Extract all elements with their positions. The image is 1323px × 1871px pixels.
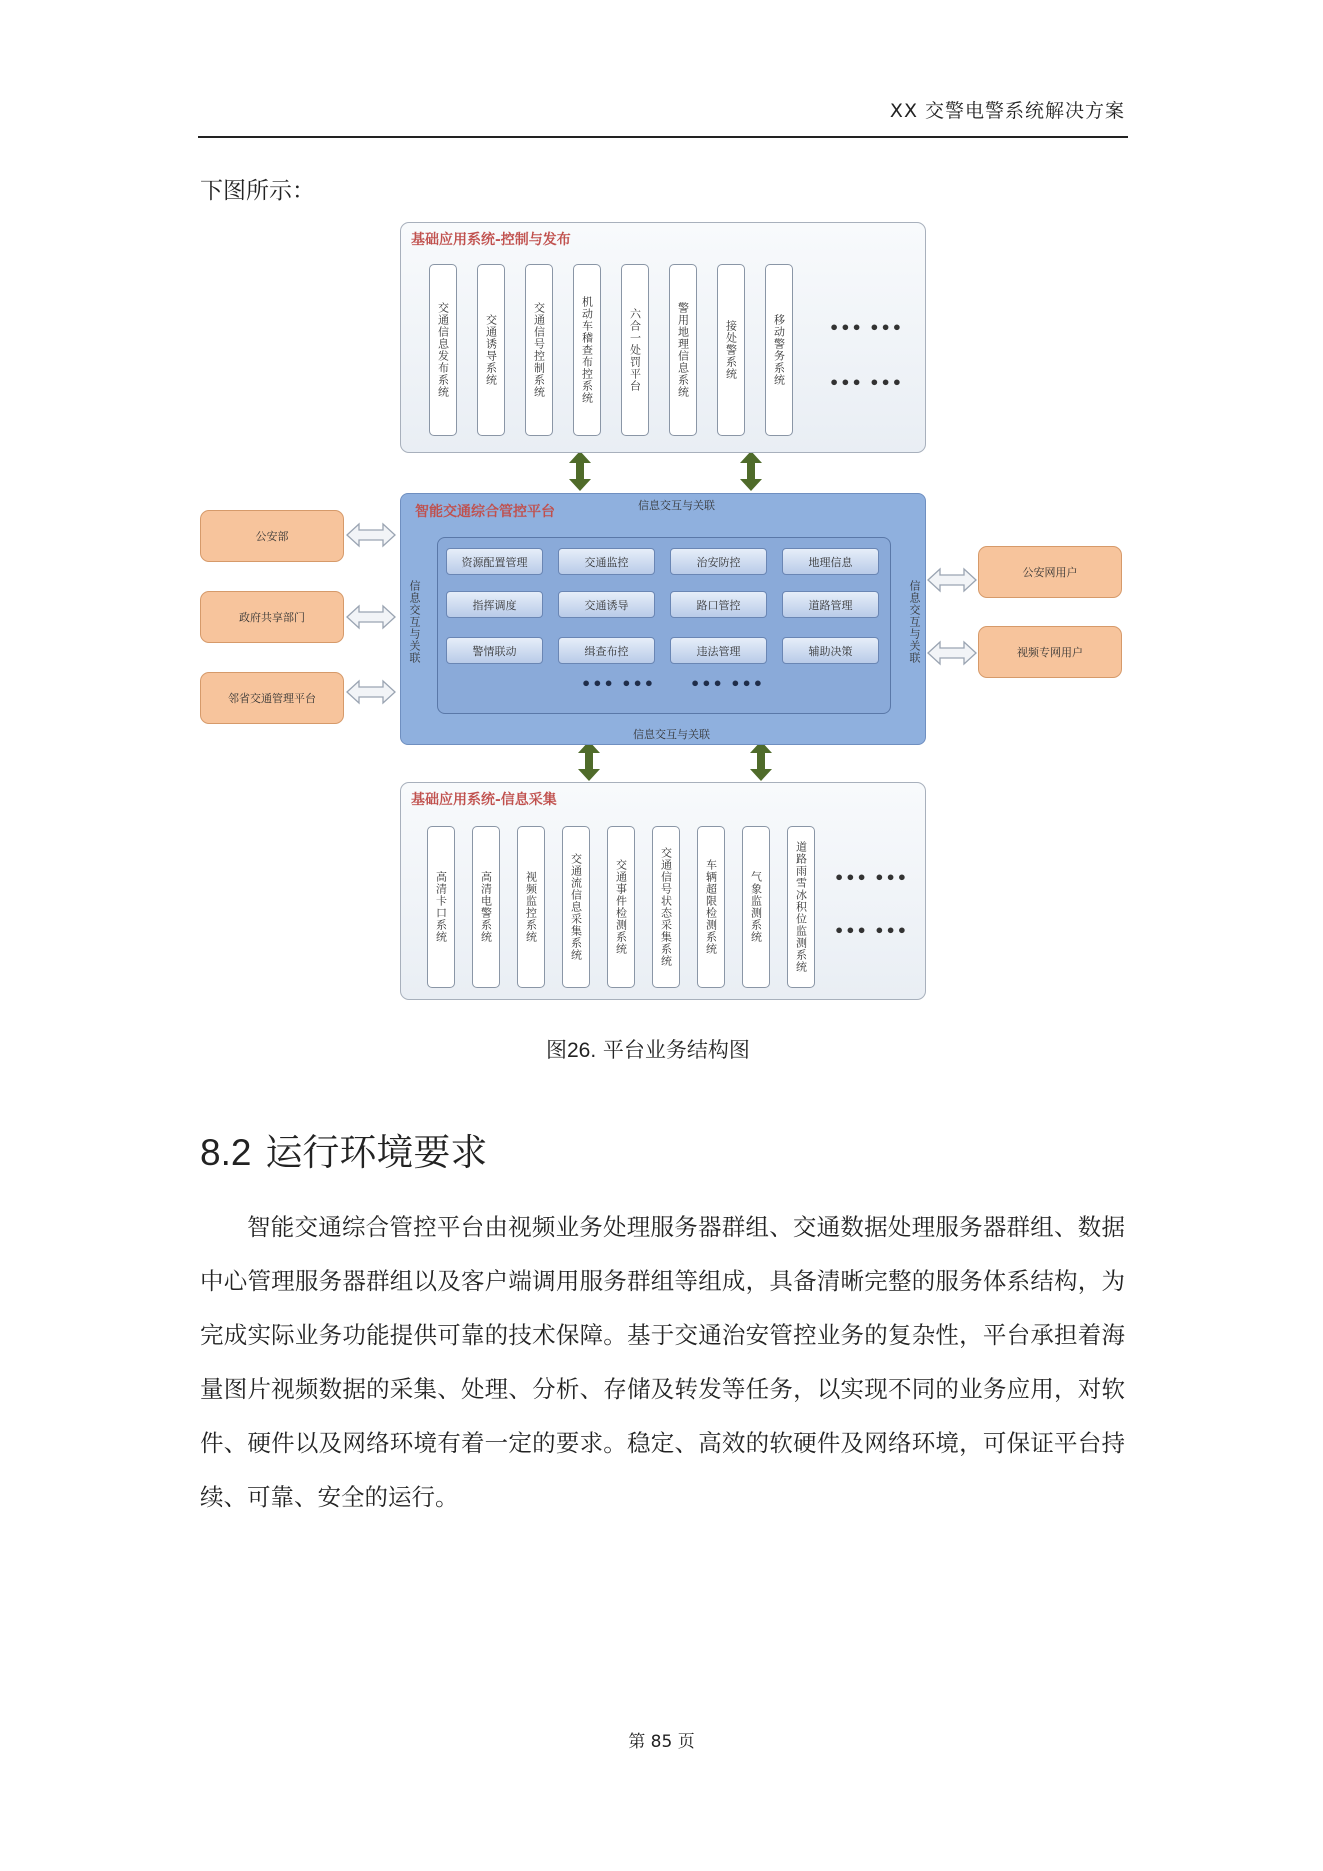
platform-top-note: 信息交互与关联 — [638, 499, 715, 512]
link-arrow-bottom-right — [750, 741, 772, 781]
paragraph-text: 智能交通综合管控平台由视频业务处理服务器群组、交通数据处理服务器群组、数据中心管理服务器群组以及客户端调用服务群组等组成，具备清晰完整的服务体系结构，为完成实际业务功能提供可靠的技术保障。基于交通治安管控业务的复杂性，平台承担着海量图片视频数据的采集、处理、分析、存储及转发等任务，以实现不同的业务应用，对软件、硬件以及网络环境有着一定的要求。稳定、高效的软硬件及网络环境，可保证平台持续、可靠、安全的运行。 — [200, 1213, 1125, 1511]
intro-text: 下图所示： — [200, 178, 315, 204]
module-box: 缉查布控 — [558, 637, 655, 664]
section-number: 8.2 — [200, 1132, 252, 1173]
more-ellipsis: ••• ••• — [834, 868, 908, 887]
link-arrow-left-3 — [347, 681, 395, 703]
control-publish-title: 基础应用系统-控制与发布 — [411, 232, 571, 248]
module-box: 警情联动 — [446, 637, 543, 664]
platform-left-note: 信息交互与关联 — [408, 580, 421, 664]
link-arrow-left-2 — [347, 606, 395, 628]
top-system-box: 移动警务系统 — [765, 264, 793, 436]
bottom-system-box: 视频监控系统 — [517, 826, 545, 988]
bottom-system-box: 交通事件检测系统 — [607, 826, 635, 988]
module-box: 交通监控 — [558, 548, 655, 575]
bottom-system-box: 车辆超限检测系统 — [697, 826, 725, 988]
info-collection-title: 基础应用系统-信息采集 — [411, 792, 557, 808]
link-arrow-top-right — [740, 451, 762, 491]
bottom-system-box: 高清卡口系统 — [427, 826, 455, 988]
top-system-box: 交通信息发布系统 — [429, 264, 457, 436]
platform-module-area — [437, 537, 891, 714]
platform-panel — [400, 493, 926, 745]
page-number: 第 85 页 — [628, 1732, 695, 1752]
entity-video-network-user: 视频专网用户 — [978, 626, 1122, 678]
document-header-title: XX 交警电警系统解决方案 — [889, 100, 1125, 122]
bottom-system-box: 交通信号状态采集系统 — [652, 826, 680, 988]
more-ellipsis: ••• ••• — [829, 318, 903, 337]
control-publish-panel — [400, 222, 926, 453]
section-title: 运行环境要求 — [265, 1131, 488, 1174]
bottom-system-box: 道路雨雪冰积位监测系统 — [787, 826, 815, 988]
info-collection-panel — [400, 782, 926, 1000]
module-box: 指挥调度 — [446, 591, 543, 618]
top-system-box: 机动车稽查布控系统 — [573, 264, 601, 436]
bottom-system-box: 交通流信息采集系统 — [562, 826, 590, 988]
module-box: 路口管控 — [670, 591, 767, 618]
more-ellipsis: ••• ••• — [829, 373, 903, 392]
entity-public-security-ministry: 公安部 — [200, 510, 344, 562]
figure-caption: 图26. 平台业务结构图 — [546, 1038, 750, 1062]
link-arrow-top-left — [569, 451, 591, 491]
module-box: 治安防控 — [670, 548, 767, 575]
top-system-box: 警用地理信息系统 — [669, 264, 697, 436]
more-ellipsis: ••• ••• — [581, 674, 655, 693]
entity-neighbor-traffic-platform: 邻省交通管理平台 — [200, 672, 344, 724]
platform-title: 智能交通综合管控平台 — [415, 504, 555, 520]
link-arrow-right-2 — [928, 642, 976, 664]
top-system-box: 交通诱导系统 — [477, 264, 505, 436]
module-box: 交通诱导 — [558, 591, 655, 618]
more-ellipsis: ••• ••• — [690, 674, 764, 693]
body-paragraph — [200, 1200, 1125, 1524]
platform-right-note: 信息交互与关联 — [908, 580, 921, 664]
top-system-box: 交通信号控制系统 — [525, 264, 553, 436]
module-box: 辅助决策 — [782, 637, 879, 664]
bottom-system-box: 高清电警系统 — [472, 826, 500, 988]
module-box: 违法管理 — [670, 637, 767, 664]
entity-government-sharing: 政府共享部门 — [200, 591, 344, 643]
entity-public-network-user: 公安网用户 — [978, 546, 1122, 598]
section-heading — [200, 1122, 487, 1176]
platform-bottom-note: 信息交互与关联 — [633, 728, 710, 741]
link-arrow-right-1 — [928, 569, 976, 591]
top-system-box: 六合一处罚平台 — [621, 264, 649, 436]
more-ellipsis: ••• ••• — [834, 921, 908, 940]
bottom-system-box: 气象监测系统 — [742, 826, 770, 988]
top-system-box: 接处警系统 — [717, 264, 745, 436]
link-arrow-left-1 — [347, 524, 395, 546]
module-box: 资源配置管理 — [446, 548, 543, 575]
link-arrow-bottom-left — [578, 741, 600, 781]
module-box: 地理信息 — [782, 548, 879, 575]
module-box: 道路管理 — [782, 591, 879, 618]
